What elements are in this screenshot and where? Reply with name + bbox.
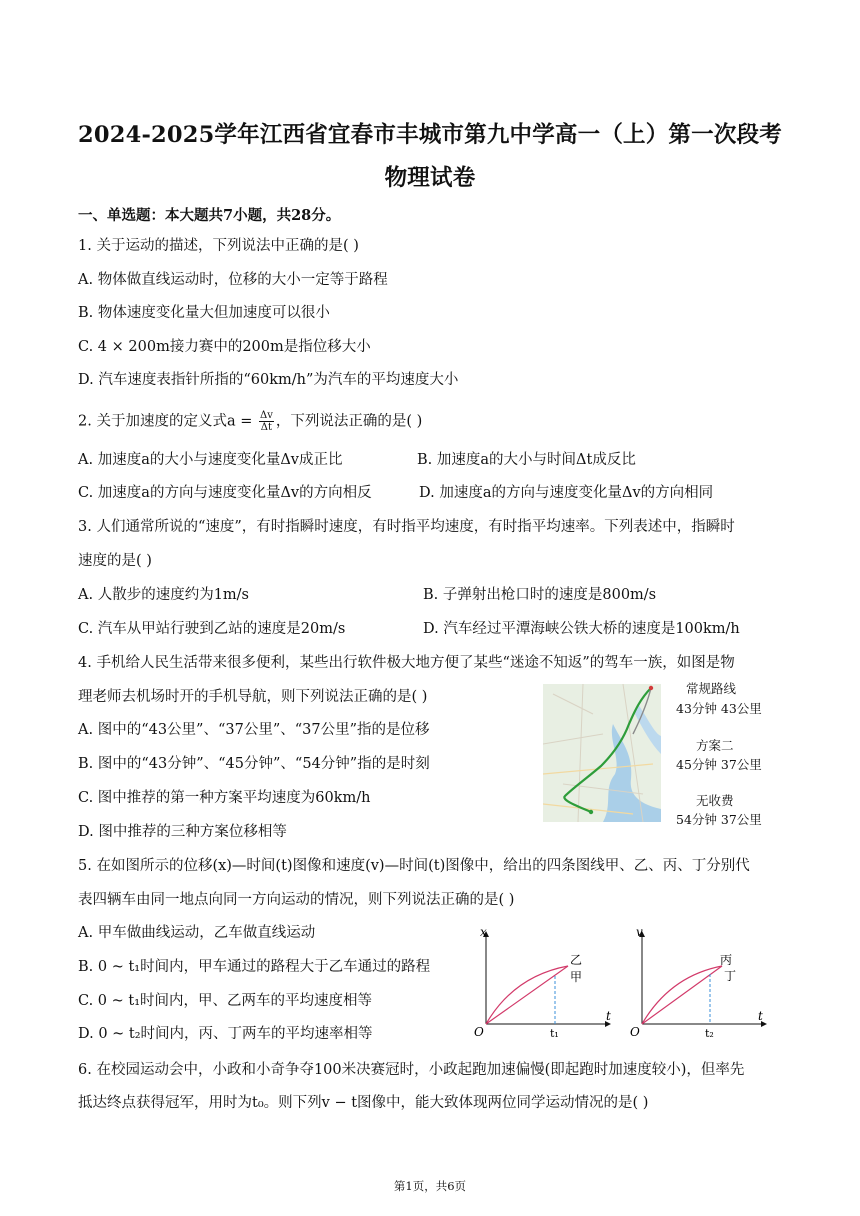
q5-option-d: D. 0 ~ t₂时间内，丙、丁两车的平均速率相等 <box>78 1026 373 1042</box>
q4-option-a: A. 图中的“43公里”、“37公里”、“37公里”指的是位移 <box>78 722 430 738</box>
q6-stem-line1: 6. 在校园运动会中，小政和小奇争夺100米决赛冠时，小政起跑加速偏慢(即起跑时加速度较小)，但率先 <box>78 1062 745 1078</box>
q2-fraction-denominator: Δt <box>260 422 273 433</box>
q2-option-a: A. 加速度a的大小与速度变化量Δv成正比 <box>78 452 343 468</box>
xt-label-jia: 甲 <box>570 970 583 984</box>
q5-stem-line1: 5. 在如图所示的位移(x)—时间(t)图像和速度(v)—时间(t)图像中，给出的四条图线甲、乙、丙、丁分别代 <box>78 858 750 874</box>
vt-origin: O <box>630 1025 640 1038</box>
q1-stem: 1. 关于运动的描述，下列说法中正确的是( ) <box>78 238 359 254</box>
q1-option-d: D. 汽车速度表指针所指的“60km/h”为汽车的平均速度大小 <box>78 372 459 388</box>
q4-option-c: C. 图中推荐的第一种方案平均速度为60km/h <box>78 790 371 806</box>
xt-graph <box>470 926 620 1038</box>
q3-option-a: A. 人散步的速度约为1m/s <box>78 587 249 603</box>
vt-label-bing: 丙 <box>720 953 733 967</box>
q2-stem-after: ，下列说法正确的是( ) <box>275 413 423 430</box>
route3-info: 54分钟 37公里 <box>676 812 762 827</box>
q4-option-d: D. 图中推荐的三种方案位移相等 <box>78 824 287 840</box>
vt-y-label: v <box>636 926 643 939</box>
q5-option-a: A. 甲车做曲线运动，乙车做直线运动 <box>78 925 316 941</box>
xt-t1-tick: t₁ <box>550 1027 559 1038</box>
route1-name: 常规路线 <box>686 681 737 696</box>
navigation-map-drawing <box>543 684 661 822</box>
exam-title-line1: 2024-2025学年江西省宜春市丰城市第九中学高一（上）第一次段考 <box>78 122 782 148</box>
q1-option-b: B. 物体速度变化量大但加速度可以很小 <box>78 305 330 321</box>
route2-name: 方案二 <box>696 738 734 753</box>
xt-label-yi: 乙 <box>570 953 583 967</box>
section-heading: 一、单选题：本大题共7小题，共28分。 <box>78 207 341 224</box>
q3-option-c: C. 汽车从甲站行驶到乙站的速度是20m/s <box>78 621 346 637</box>
q3-stem-line1: 3. 人们通常所说的“速度”，有时指瞬时速度，有时指平均速度，有时指平均速率。下列表述中，指瞬时 <box>78 519 735 535</box>
xt-x-label: t <box>606 1009 611 1023</box>
route1-info: 43分钟 43公里 <box>676 701 762 716</box>
q3-option-d: D. 汽车经过平潭海峡公铁大桥的速度是100km/h <box>423 621 740 637</box>
page-footer: 第1页，共6页 <box>393 1179 467 1193</box>
q2-option-d: D. 加速度a的方向与速度变化量Δv的方向相同 <box>419 485 714 501</box>
q2-fraction-numerator: Δv <box>259 410 273 421</box>
q2-stem-before: 2. 关于加速度的定义式a = <box>78 413 257 430</box>
q6-stem-line2: 抵达终点获得冠军，用时为t₀。则下列v − t图像中，能大致体现两位同学运动情况的是( ) <box>78 1095 649 1111</box>
navigation-map-image <box>543 684 661 822</box>
exam-title-line2: 物理试卷 <box>384 165 476 191</box>
q1-option-a: A. 物体做直线运动时，位移的大小一定等于路程 <box>78 272 388 288</box>
xt-line-yi <box>486 966 568 1024</box>
q2-option-c: C. 加速度a的方向与速度变化量Δv的方向相反 <box>78 485 372 501</box>
q1-option-c: C. 4 × 200m接力赛中的200m是指位移大小 <box>78 339 371 355</box>
route2-info: 45分钟 37公里 <box>676 757 762 772</box>
q3-stem-line2: 速度的是( ) <box>78 553 152 569</box>
vt-x-label: t <box>758 1009 763 1023</box>
vt-label-ding: 丁 <box>724 969 737 983</box>
q5-option-c: C. 0 ~ t₁时间内，甲、乙两车的平均速度相等 <box>78 993 373 1009</box>
q2-fraction <box>259 410 274 433</box>
q3-option-b: B. 子弹射出枪口时的速度是800m/s <box>423 587 657 603</box>
q4-stem-line2: 理老师去机场时开的手机导航，则下列说法正确的是( ) <box>78 689 428 705</box>
q4-stem-line1: 4. 手机给人民生活带来很多便利，某些出行软件极大地方便了某些“迷途不知返”的驾车一族，如图是物 <box>78 655 735 671</box>
q5-stem-line2: 表四辆车由同一地点向同一方向运动的情况，则下列说法正确的是( ) <box>78 892 515 908</box>
vt-t2-tick: t₂ <box>705 1027 714 1038</box>
xt-y-label: x <box>480 926 487 939</box>
xt-origin: O <box>474 1025 484 1038</box>
route3-name: 无收费 <box>696 793 734 808</box>
vt-graph <box>628 926 778 1038</box>
q5-option-b: B. 0 ~ t₁时间内，甲车通过的路程大于乙车通过的路程 <box>78 959 431 975</box>
q2-stem <box>78 410 422 433</box>
q4-option-b: B. 图中的“43分钟”、“45分钟”、“54分钟”指的是时刻 <box>78 756 430 772</box>
q2-option-b: B. 加速度a的大小与时间Δt成反比 <box>417 452 636 468</box>
